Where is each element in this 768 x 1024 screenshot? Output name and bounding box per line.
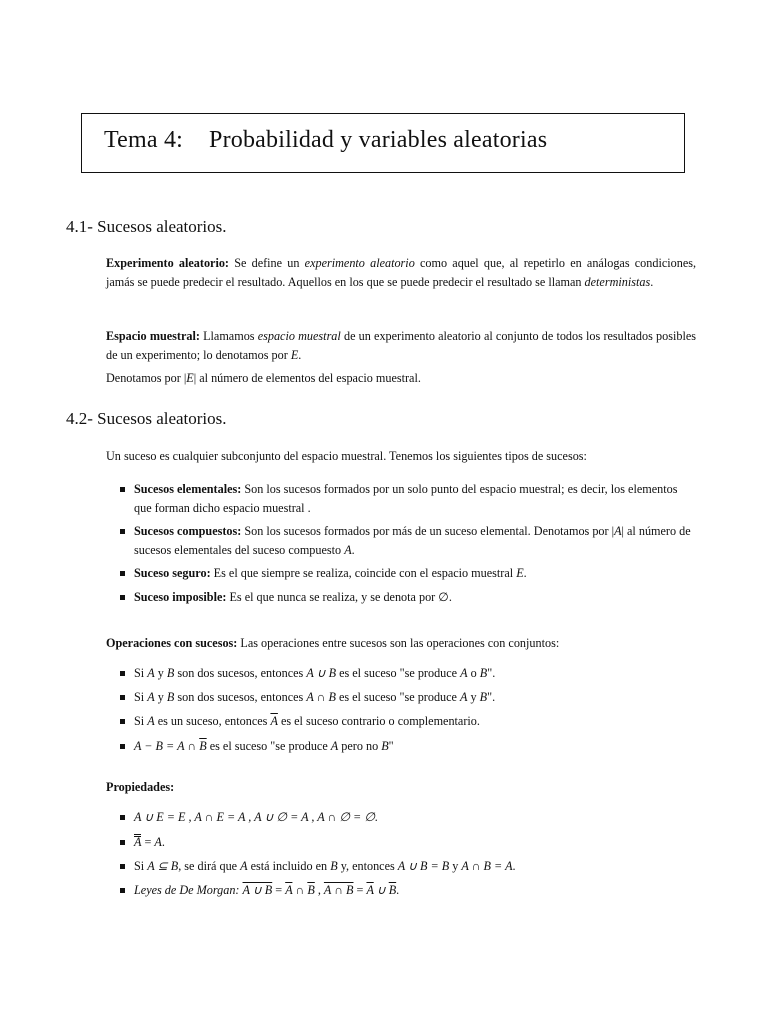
text: , [314, 883, 324, 897]
math-var-complement: $\overline{A}$ [285, 883, 293, 897]
math-var-complement: $\overline{A}$ [366, 883, 374, 897]
math-var: A [460, 690, 468, 704]
text: o [467, 666, 480, 680]
list-item-seguro [134, 564, 696, 583]
text: Si [134, 714, 148, 728]
bullet [120, 815, 125, 820]
math-expr-complement: A ∪ B [242, 883, 273, 897]
text: . [161, 835, 165, 849]
math-var: A [154, 835, 162, 849]
text: son dos sucesos, entonces [174, 666, 307, 680]
math-var: A [147, 666, 155, 680]
math-var-complement: $\overline{B}$ [199, 739, 207, 753]
text: Es el que nunca se realiza, y se denota por ∅. [226, 590, 452, 604]
term-experimento: Experimento aleatorio: [106, 256, 229, 270]
paragraph-operaciones [106, 634, 696, 653]
math-var: A [344, 543, 352, 557]
de-morgan-label: Leyes de De Morgan: [134, 883, 240, 897]
text: y [467, 690, 480, 704]
list-item-prop-2 [134, 833, 696, 852]
text: Si [134, 690, 148, 704]
list-item-interseccion [134, 688, 696, 707]
text: es el suceso contrario o complementario. [277, 714, 480, 728]
list-item-imposible [134, 588, 696, 607]
text: ". [487, 666, 496, 680]
text: está incluido en [247, 859, 331, 873]
list-item-de-morgan [134, 881, 696, 900]
text: , se dirá que [178, 859, 241, 873]
properties-heading [106, 778, 696, 797]
math-var: A [614, 524, 622, 538]
text: es el suceso "se produce [335, 690, 461, 704]
math-op: ∩ [292, 883, 308, 897]
math-var: B [330, 859, 338, 873]
term-propiedades: Propiedades: [106, 780, 175, 794]
text: Es el que siempre se realiza, coincide con el espacio muestral [210, 566, 517, 580]
paragraph-espacio [106, 327, 696, 365]
math-var: A [147, 690, 155, 704]
list-item-complementario [134, 712, 696, 731]
list-item-diferencia [134, 737, 696, 756]
text: = [353, 883, 367, 897]
list-item-compuestos [134, 522, 696, 560]
math-var-complement: $\overline{B}$ [307, 883, 315, 897]
math-expr: A ∩ B [306, 690, 336, 704]
text: . [512, 859, 516, 873]
term: Sucesos elementales: [134, 482, 242, 496]
math-var: A [330, 739, 339, 753]
title-tema: Tema 4: [104, 127, 184, 153]
page-title [104, 127, 547, 154]
bullet [120, 840, 125, 845]
title-box [81, 113, 685, 173]
bullet [120, 695, 125, 700]
text: Si [134, 859, 148, 873]
bullet [120, 719, 125, 724]
term-espacio: Espacio muestral: [106, 329, 200, 343]
math-var: B [381, 739, 389, 753]
text: son dos sucesos, entonces [174, 690, 307, 704]
text: = [272, 883, 286, 897]
text: es un suceso, entonces [154, 714, 271, 728]
text: Se define un [229, 256, 305, 270]
math-var: B [479, 690, 488, 704]
bullet [120, 571, 125, 576]
paragraph-intro: Un suceso es cualquier subconjunto del espacio muestral. Tenemos los siguientes tipos de sucesos: [106, 449, 587, 463]
text: Llamamos [199, 329, 258, 343]
bullet [120, 487, 125, 492]
text: pero no [338, 739, 382, 753]
term: Sucesos compuestos: [134, 524, 242, 538]
text: y [154, 666, 167, 680]
bullet [120, 864, 125, 869]
math-op: ∪ [373, 883, 389, 897]
math-var: B [479, 666, 488, 680]
text: ". [487, 690, 496, 704]
text: Las operaciones entre sucesos son las operaciones con conjuntos: [237, 636, 560, 650]
section-heading-4-1: 4.1- Sucesos aleatorios. [66, 217, 227, 236]
bullet [120, 744, 125, 749]
term: Suceso imposible: [134, 590, 227, 604]
list-item-union [134, 664, 696, 683]
emphasis: espacio muestral [257, 329, 341, 343]
math-expr: A ⊆ B [147, 859, 179, 873]
math-expr: A − B = A ∩ [134, 739, 200, 753]
emphasis: experimento aleatorio [304, 256, 415, 270]
text: " [388, 739, 394, 753]
text: y [154, 690, 167, 704]
math-var: B [166, 666, 175, 680]
math-var: A [460, 666, 468, 680]
emphasis: deterministas [584, 275, 651, 289]
bullet [120, 671, 125, 676]
math-expr-complement: A ∩ B [323, 883, 354, 897]
list-item-prop-1 [134, 808, 696, 827]
math-expr: A ∩ B = A [461, 859, 513, 873]
math-var-complement: $\overline{B}$ [388, 883, 397, 897]
math-var: A [147, 714, 155, 728]
text: Denotamos por | [106, 371, 187, 385]
bullet [120, 888, 125, 893]
bullet [120, 529, 125, 534]
text: es el suceso "se produce [336, 666, 461, 680]
text: . [523, 566, 527, 580]
text: . [396, 883, 400, 897]
math-var: A [240, 859, 248, 873]
text: . [351, 543, 355, 557]
math-var-double-complement: A [134, 833, 141, 852]
list-item-prop-3 [134, 857, 696, 876]
text: Son los sucesos formados por más de un suceso elemental. Denotamos por | [241, 524, 615, 538]
term: Suceso seguro: [134, 566, 211, 580]
math-expr: A ∪ E = E , A ∩ E = A , A ∪ ∅ = A , A ∩ ∅ = ∅. [134, 810, 378, 824]
math-expr: A ∪ B = B [397, 859, 450, 873]
math-expr: A ∪ B [306, 666, 337, 680]
text: Son los sucesos formados por un solo punto del espacio muestral; es decir, los elementos que forman dicho espacio muestral . [134, 482, 678, 515]
math-var: E [516, 566, 524, 580]
text: Si [134, 666, 148, 680]
text: de un experimento aleatorio al conjunto de todos los resultados posibles de un experimento; lo denotamos por [106, 329, 696, 362]
text: | al número de elementos del espacio muestral. [193, 371, 421, 385]
text: y [449, 859, 462, 873]
section-heading-4-2: 4.2- Sucesos aleatorios. [66, 409, 227, 428]
text: = [141, 835, 155, 849]
math-var-complement: $\overline{A}$ [270, 714, 278, 728]
bullet [120, 595, 125, 600]
list-item-elementales [134, 480, 696, 518]
text: | al número de sucesos elementales del suceso compuesto [134, 524, 691, 557]
text: como aquel que, al repetirlo en análogas condiciones, jamás se puede predecir el resultado. Aquellos en los que se puede predecir el resultado se llaman [106, 256, 697, 289]
math-var: E [186, 371, 194, 385]
text: es el suceso "se produce [206, 739, 331, 753]
math-var: E [290, 348, 299, 362]
title-main: Probabilidad y variables aleatorias [209, 127, 548, 153]
text: . [650, 275, 654, 289]
text: y, entonces [337, 859, 398, 873]
term-operaciones: Operaciones con sucesos: [106, 636, 238, 650]
paragraph-experimento [106, 254, 696, 292]
text: . [298, 348, 302, 362]
paragraph-denotamos [106, 369, 696, 388]
math-var: B [166, 690, 175, 704]
